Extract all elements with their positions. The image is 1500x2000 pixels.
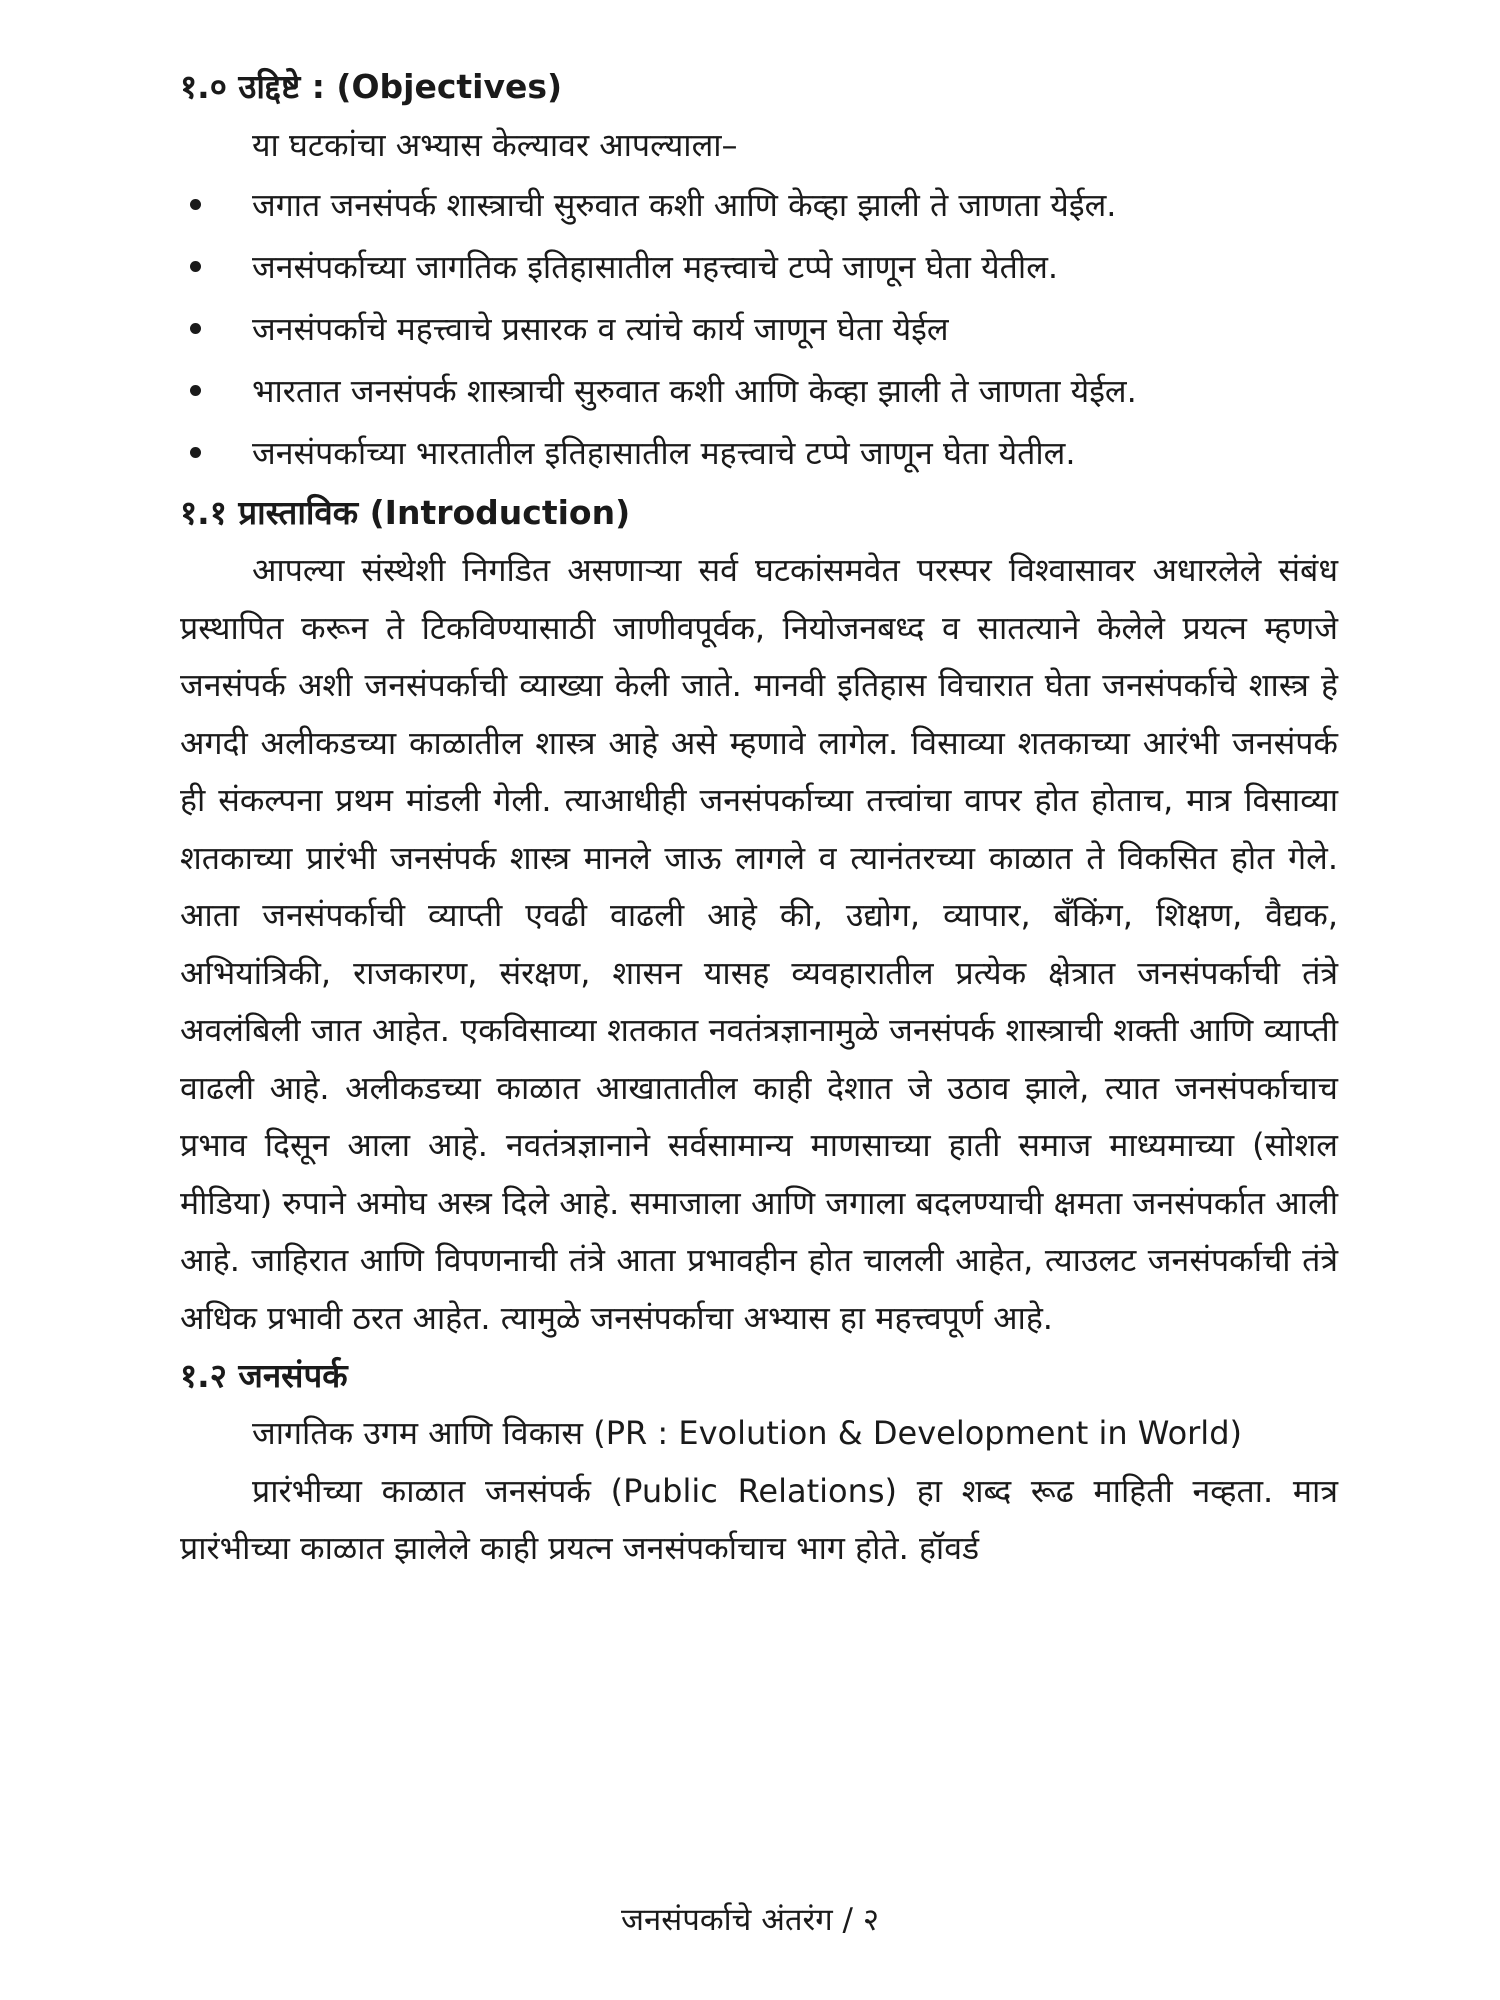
objectives-intro: या घटकांचा अभ्यास केल्यावर आपल्याला– [252, 126, 738, 164]
objectives-list [180, 174, 1338, 484]
pr-paragraph: प्रारंभीच्या काळात जनसंपर्क (Public Relations) हा शब्द रूढ माहिती नव्हता. मात्र प्रारंभीच्या काळात झालेले काही प्रयत्न जनसंपर्काचाच भाग होते. हॉवर्ड [180, 1471, 1338, 1567]
list-item-text: जनसंपर्काच्या भारतातील इतिहासातील महत्त्वाचे टप्पे जाणून घेता येतील. [252, 434, 1076, 472]
bullet-icon [190, 447, 201, 458]
list-item-text: जनसंपर्काच्या जागतिक इतिहासातील महत्त्वाचे टप्पे जाणून घेता येतील. [252, 248, 1059, 286]
bullet-icon [190, 261, 201, 272]
list-item [180, 360, 1338, 422]
list-item [180, 236, 1338, 298]
introduction-paragraph: आपल्या संस्थेशी निगडित असणाऱ्या सर्व घटकांसमवेत परस्पर विश्वासावर अधारलेले संबंध प्रस्थापित करून ते टिकविण्यासाठी जाणीवपूर्वक, नियोजनबध्द व सातत्याने केलेले प्रयत्न म्हणजे जनसंपर्क अशी जनसंपर्काची व्याख्या केली जाते. मानवी इतिहास विचारात घेता जनसंपर्काचे शास्त्र हे अगदी अलीकडच्या काळातील शास्त्र आहे असे म्हणावे लागेल. विसाव्या शतकाच्या आरंभी जनसंपर्क ही संकल्पना प्रथम मांडली गेली. त्याआधीही जनसंपर्काच्या तत्त्वांचा वापर होत होताच, मात्र विसाव्या शतकाच्या प्रारंभी जनसंपर्क शास्त्र मानले जाऊ लागले व त्यानंतरच्या काळात ते विकसित होत गेले. आता जनसंपर्काची व्याप्ती एवढी वाढली आहे की, उद्योग, व्यापार, बँकिंग, शिक्षण, वैद्यक, अभियांत्रिकी, राजकारण, संरक्षण, शासन यासह व्यवहारातील प्रत्येक क्षेत्रात जनसंपर्काची तंत्रे अवलंबिली जात आहेत. एकविसाव्या शतकात नवतंत्रज्ञानामुळे जनसंपर्क शास्त्राची शक्ती आणि व्याप्ती वाढली आहे. अलीकडच्या काळात आखातातील काही देशात जे उठाव झाले, त्यात जनसंपर्काचाच प्रभाव दिसून आला आहे. नवतंत्रज्ञानाने सर्वसामान्य माणसाच्या हाती समाज माध्यमाच्या (सोशल मीडिया) रुपाने अमोघ अस्त्र दिले आहे. समाजाला आणि जगाला बदलण्याची क्षमता जनसंपर्कात आली आहे. जाहिरात आणि विपणनाची तंत्रे आता प्रभावहीन होत चालली आहेत, त्याउलट जनसंपर्काची तंत्रे अधिक प्रभावी ठरत आहेत. त्यामुळे जनसंपर्काचा अभ्यास हा महत्त्वपूर्ण आहे. [180, 551, 1338, 1337]
list-item-text: जनसंपर्काचे महत्त्वाचे प्रसारक व त्यांचे कार्य जाणून घेता येईल [252, 310, 949, 348]
pr-subheading: जागतिक उगम आणि विकास (PR : Evolution & Development in World) [252, 1414, 1242, 1452]
list-item-text: जगात जनसंपर्क शास्त्राची सुरुवात कशी आणि केव्हा झाली ते जाणता येईल. [252, 186, 1117, 224]
objectives-heading: १.० उद्दिष्टे : (Objectives) [180, 67, 563, 106]
list-item [180, 422, 1338, 484]
page-footer: जनसंपर्काचे अंतरंग / २ [621, 1902, 879, 1938]
bullet-icon [190, 199, 201, 210]
bullet-icon [190, 385, 201, 396]
pr-heading: १.२ जनसंपर्क [180, 1356, 348, 1395]
bullet-icon [190, 323, 201, 334]
introduction-heading: १.१ प्रास्ताविक (Introduction) [180, 493, 631, 532]
list-item [180, 174, 1338, 236]
list-item [180, 298, 1338, 360]
page-content [180, 58, 1338, 1578]
list-item-text: भारतात जनसंपर्क शास्त्राची सुरुवात कशी आणि केव्हा झाली ते जाणता येईल. [252, 372, 1137, 410]
